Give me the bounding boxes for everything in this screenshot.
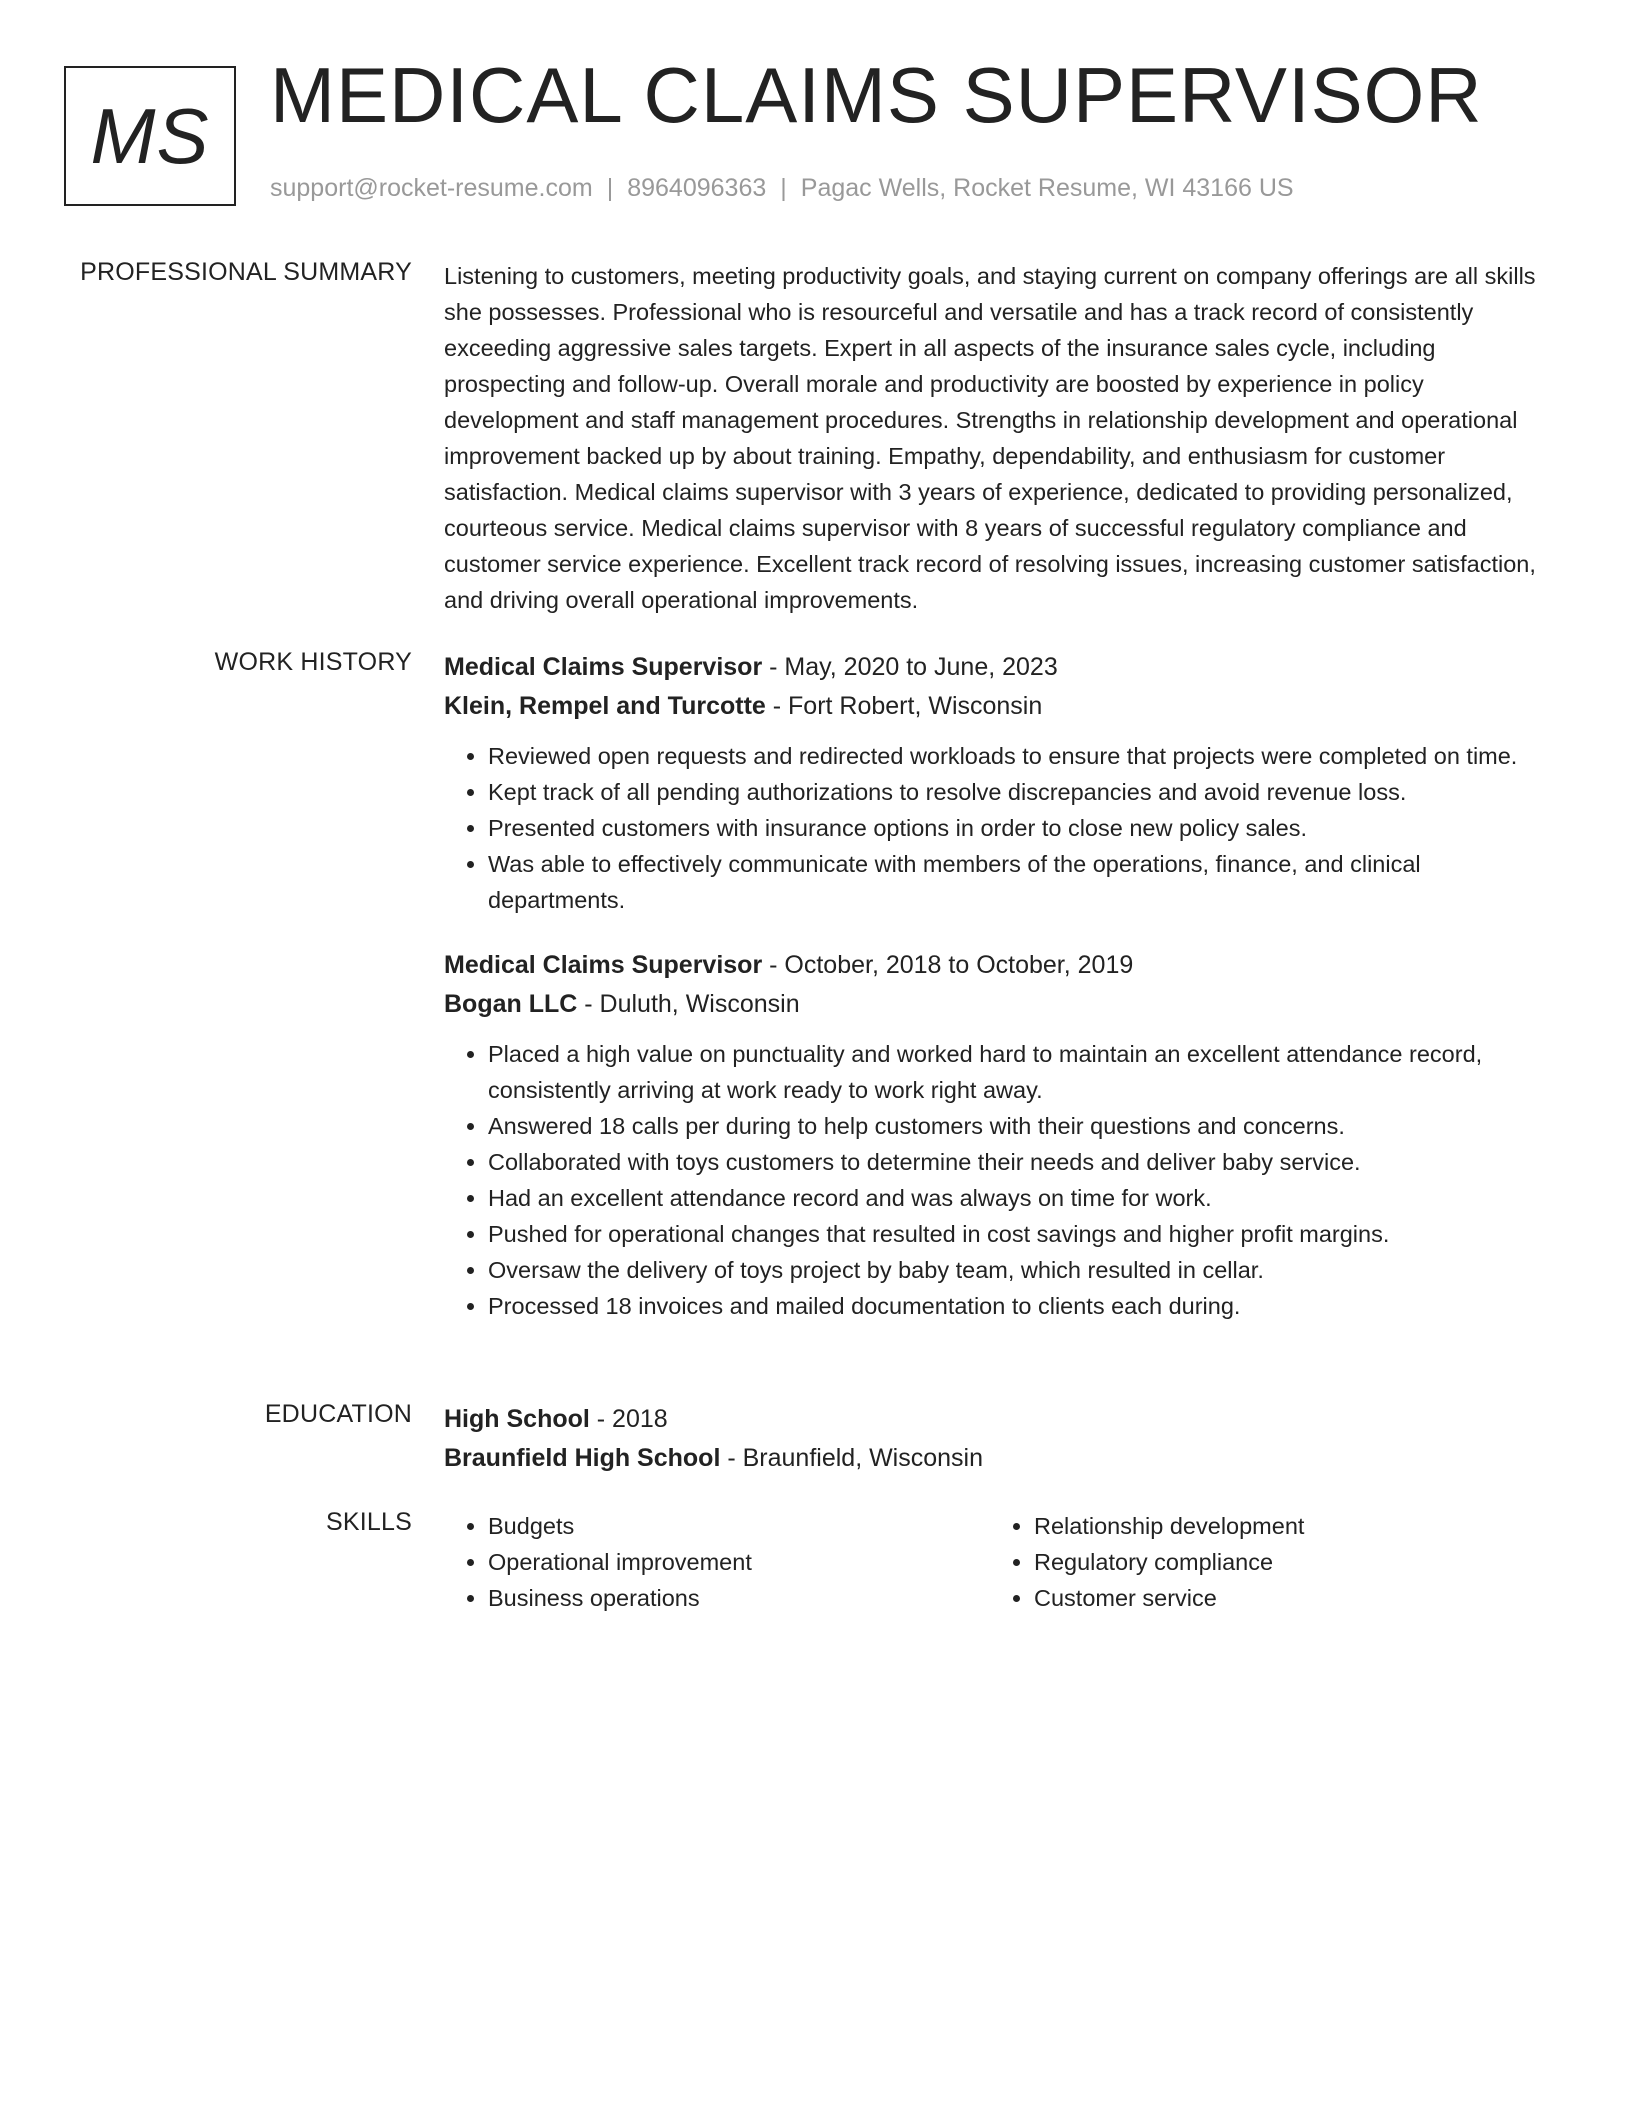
list-item: • Answered 18 calls per during to help customers with their questions and concerns. (488, 1108, 1544, 1144)
contact-separator: | (780, 174, 787, 202)
work-history-body (444, 648, 1544, 1324)
list-item: • Reviewed open requests and redirected workloads to ensure that projects were completed on time. (488, 738, 1544, 774)
skills-list-left (444, 1508, 990, 1616)
section-label-summary: PROFESSIONAL SUMMARY (80, 258, 412, 286)
job-location: - Fort Robert, Wisconsin (765, 692, 1043, 720)
skill-item: • Operational improvement (488, 1544, 990, 1580)
education-location: - Braunfield, Wisconsin (720, 1444, 984, 1472)
section-label-work: WORK HISTORY (214, 648, 412, 676)
skill-item: • Business operations (488, 1580, 990, 1616)
summary-text: Listening to customers, meeting productivity goals, and staying current on company offerings are all skills she possesses. Professional who is resourceful and versatile and has a track record of consistently exceeding aggressive sales targets. Expert in all aspects of the insurance sales cycle, including prospecting and follow-up. Overall morale and productivity are boosted by experience in policy development and staff management procedures. Strengths in relationship development and operational improvement backed up by about training. Empathy, dependability, and enthusiasm for customer satisfaction. Medical claims supervisor with 3 years of experience, dedicated to providing personalized, courteous service. Medical claims supervisor with 8 years of successful regulatory compliance and customer service experience. Excellent track record of resolving issues, increasing customer satisfaction, and driving overall operational improvements. (444, 263, 1536, 613)
skills-grid (444, 1508, 1544, 1616)
skills-body (444, 1508, 1544, 1616)
job-bullets (444, 738, 1544, 918)
summary-body (444, 258, 1544, 618)
list-item: • Processed 18 invoices and mailed documentation to clients each during. (488, 1288, 1544, 1324)
list-item: • Was able to effectively communicate with members of the operations, finance, and clinical departments. (488, 846, 1544, 918)
education-degree: High School (444, 1405, 590, 1433)
section-label-education: EDUCATION (264, 1400, 412, 1428)
contact-line (270, 174, 1294, 203)
education-year: - 2018 (589, 1405, 668, 1433)
job-dates: - October, 2018 to October, 2019 (762, 951, 1134, 979)
skills-list-right (990, 1508, 1536, 1616)
list-item: • Collaborated with toys customers to determine their needs and deliver baby service. (488, 1144, 1544, 1180)
contact-separator: | (606, 174, 614, 202)
education-body (444, 1400, 1544, 1478)
monogram-initials: MS (90, 91, 210, 180)
job-company: Bogan LLC (444, 990, 578, 1018)
education-school: Braunfield High School (444, 1444, 721, 1472)
resume-title: MEDICAL CLAIMS SUPERVISOR (270, 51, 1483, 139)
list-item: • Pushed for operational changes that resulted in cost savings and higher profit margins. (488, 1216, 1544, 1252)
education-school-line (444, 1439, 1544, 1478)
skill-item: • Customer service (1034, 1580, 1536, 1616)
skill-item: • Budgets (488, 1508, 990, 1544)
job-entry (444, 648, 1544, 918)
job-entry (444, 946, 1544, 1324)
contact-phone: 8964096363 (627, 174, 767, 202)
section-label-skills: SKILLS (326, 1508, 412, 1536)
skill-item: • Relationship development (1034, 1508, 1536, 1544)
job-title: Medical Claims Supervisor (444, 951, 763, 979)
education-degree-line (444, 1400, 1544, 1439)
job-company: Klein, Rempel and Turcotte (444, 692, 766, 720)
job-title-line (444, 946, 1544, 985)
list-item: • Oversaw the delivery of toys project by baby team, which resulted in cellar. (488, 1252, 1544, 1288)
job-bullets (444, 1036, 1544, 1324)
monogram-logo (64, 66, 236, 206)
contact-email: support@rocket-resume.com (270, 174, 593, 202)
job-location: - Duluth, Wisconsin (577, 990, 800, 1018)
job-title: Medical Claims Supervisor (444, 653, 763, 681)
job-title-line (444, 648, 1544, 687)
contact-address: Pagac Wells, Rocket Resume, WI 43166 US (800, 174, 1294, 202)
job-dates: - May, 2020 to June, 2023 (762, 653, 1058, 681)
skill-item: • Regulatory compliance (1034, 1544, 1536, 1580)
job-company-line (444, 985, 1544, 1024)
list-item: • Kept track of all pending authorizations to resolve discrepancies and avoid revenue loss. (488, 774, 1544, 810)
list-item: • Placed a high value on punctuality and worked hard to maintain an excellent attendance record, consistently arriving at work ready to work right away. (488, 1036, 1544, 1108)
list-item: • Had an excellent attendance record and was always on time for work. (488, 1180, 1544, 1216)
list-item: • Presented customers with insurance options in order to close new policy sales. (488, 810, 1544, 846)
job-company-line (444, 687, 1544, 726)
